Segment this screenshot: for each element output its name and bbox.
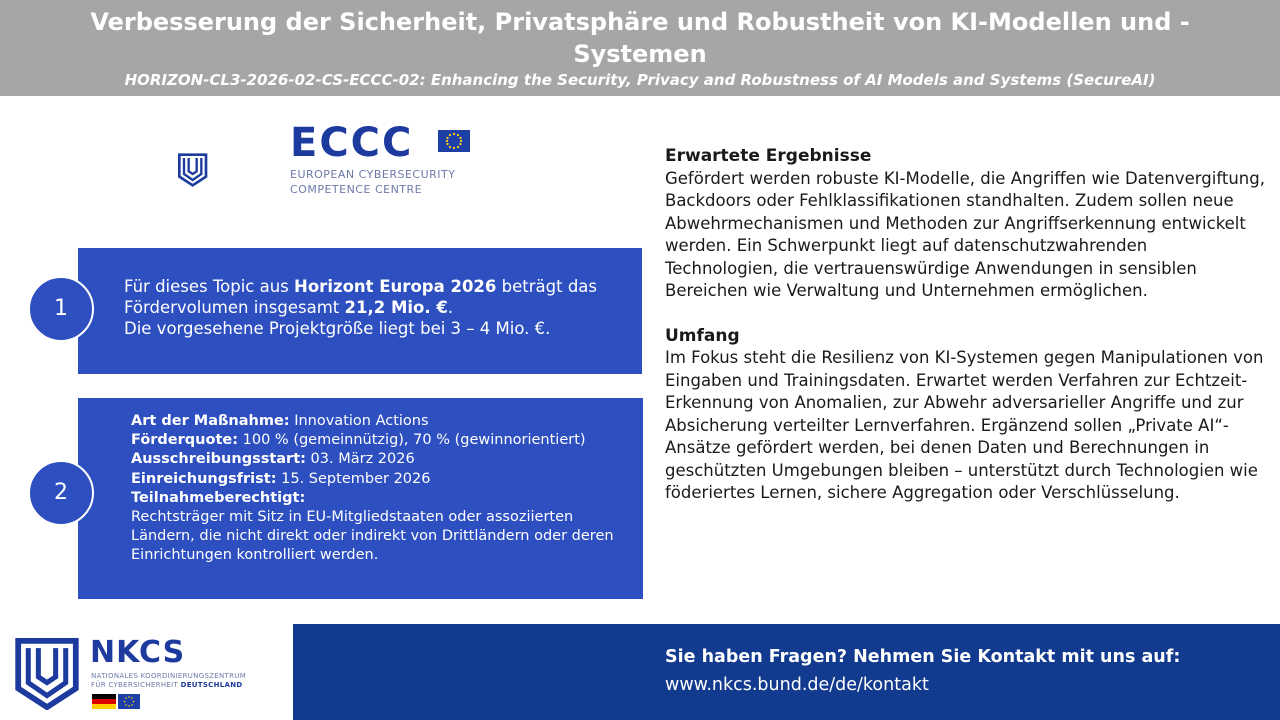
header-banner bbox=[0, 0, 1280, 96]
nkcs-line-1: NATIONALES KOORDINIERUNGSZENTRUM bbox=[91, 672, 247, 680]
detail-label: Ausschreibungsstart: bbox=[131, 451, 306, 468]
contact-link[interactable]: www.nkcs.bund.de/de/kontakt bbox=[665, 675, 929, 695]
funding-volume: 21,2 Mio. € bbox=[344, 298, 448, 317]
funding-text bbox=[124, 276, 634, 339]
nkcs-subtitle bbox=[91, 672, 246, 690]
eccc-logo-text bbox=[290, 120, 455, 196]
nkcs-line-2a: FÜR CYBERSICHERHEIT bbox=[91, 681, 181, 689]
funding-box bbox=[78, 248, 642, 374]
eccc-line-2: COMPETENCE CENTRE bbox=[290, 183, 423, 196]
step-number-1: 1 bbox=[28, 276, 94, 342]
eccc-wordmark: ECCC bbox=[290, 120, 414, 166]
detail-label: Förderquote: bbox=[131, 432, 239, 449]
funding-text-part: . bbox=[447, 298, 454, 317]
detail-label: Teilnahmeberechtigt: bbox=[131, 489, 306, 506]
nkcs-wordmark: NKCS bbox=[90, 635, 186, 670]
results-heading: Erwartete Ergebnisse bbox=[665, 146, 872, 166]
nkcs-line-2 bbox=[91, 681, 246, 690]
scope-heading: Umfang bbox=[665, 325, 740, 346]
funding-program: Horizont Europa 2026 bbox=[294, 277, 497, 296]
eligibility-text: Rechtsträger mit Sitz in EU-Mitgliedstaaten oder assoziierten Ländern, die nicht direkt oder indirekt von Drittländern oder deren Einrichtungen kontrolliert werden. bbox=[131, 509, 614, 564]
step-number-2: 2 bbox=[28, 460, 94, 526]
results-text: Gefördert werden robuste KI-Modelle, die Angriffen wie Datenvergiftung, Backdoors oder Fehlklassifikationen standhalten. Zudem sollen neue Abwehrmechanismen und Methoden zur Angriffserkennung entwickelt werden. Ein Schwerpunkt liegt auf datenschutzwahrenden Technologien, die vertrauenswürdige Anwendungen in sensiblen Bereichen wie Verwaltung und Unternehmen ermöglichen. bbox=[665, 168, 1265, 300]
detail-row bbox=[131, 470, 631, 489]
contact-question: Sie haben Fragen? Nehmen Sie Kontakt mit uns auf: bbox=[665, 647, 1181, 667]
detail-row bbox=[131, 431, 631, 450]
detail-label: Art der Maßnahme: bbox=[131, 413, 290, 429]
detail-row bbox=[131, 450, 631, 469]
details-text bbox=[131, 412, 631, 566]
detail-value: Innovation Actions bbox=[289, 413, 429, 429]
nkcs-shield-icon bbox=[14, 638, 80, 710]
funding-text-part: Für dieses Topic aus bbox=[124, 277, 295, 296]
eccc-line-1: EUROPEAN CYBERSECURITY bbox=[290, 168, 456, 181]
detail-row bbox=[131, 412, 631, 431]
detail-label: Einreichungsfrist: bbox=[131, 470, 277, 487]
detail-value: 15. September 2026 bbox=[276, 470, 431, 487]
scope-text: Im Fokus steht die Resilienz von KI-Systemen gegen Manipulationen von Eingaben und Trainingsdaten. Erwartet werden Verfahren zur Echtzeit-Erkennung von Anomalien, zur Abwehr adversarieller Angriffe und zur Absicherung verteilter Lernverfahren. Ergänzend sollen „Private AI“-Ansätze gefördert werden, bei denen Daten und Berechnungen in geschützten Umgebungen bleiben – unterstützt durch Technologien wie föderiertes Lernen, sichere Aggregation oder Verschlüsselung. bbox=[665, 348, 1264, 502]
page-title: Verbesserung der Sicherheit, Privatsphäre und Robustheit von KI-Modellen und -Systemen bbox=[90, 8, 1190, 68]
details-box bbox=[78, 398, 643, 599]
nkcs-line-2b: DEUTSCHLAND bbox=[180, 681, 243, 689]
page-subtitle: HORIZON-CL3-2026-02-CS-ECCC-02: Enhancing the Security, Privacy and Robustness of AI Models and Systems (SecureAI) bbox=[124, 71, 1156, 89]
description-column bbox=[665, 145, 1265, 505]
germany-flag-icon bbox=[92, 694, 116, 709]
eu-flag-small-icon bbox=[118, 694, 140, 709]
detail-value: 100 % (gemeinnützig), 70 % (gewinnorientiert) bbox=[238, 432, 586, 449]
funding-text-part: beträgt das Fördervolumen insgesamt bbox=[124, 277, 597, 317]
project-size: Die vorgesehene Projektgröße liegt bei 3 – 4 Mio. €. bbox=[124, 319, 551, 338]
detail-value: 03. März 2026 bbox=[305, 451, 415, 468]
eccc-shield-icon bbox=[178, 120, 278, 220]
detail-row bbox=[131, 489, 631, 508]
eu-flag-icon bbox=[438, 130, 470, 152]
